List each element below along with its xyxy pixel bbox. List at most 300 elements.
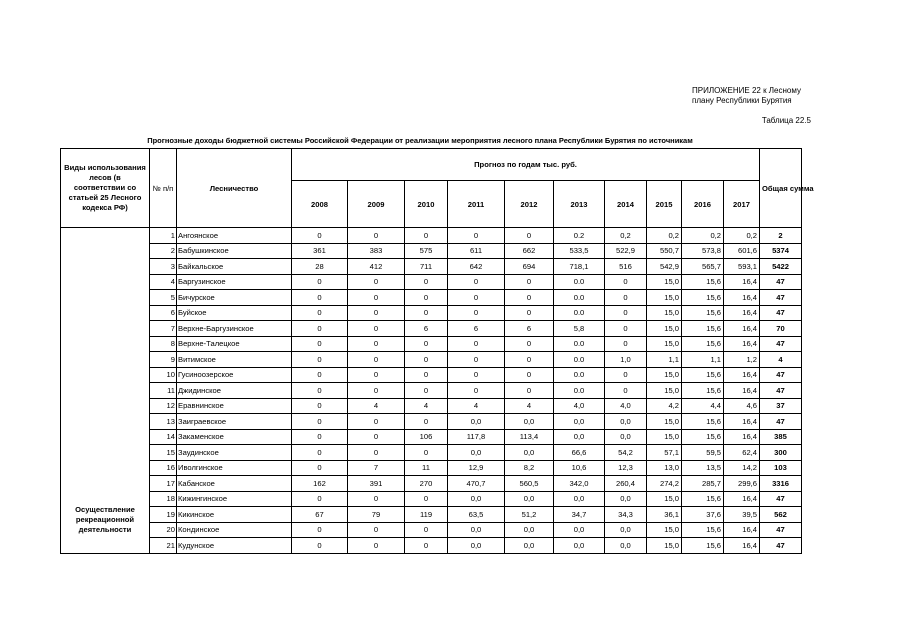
year-value: 16,4: [724, 429, 760, 445]
year-value: 0: [405, 445, 448, 461]
year-value: 15,0: [647, 522, 682, 538]
year-value: 0: [448, 336, 505, 352]
row-number: 21: [150, 538, 177, 554]
year-value: 0.0: [554, 336, 605, 352]
year-value: 4,4: [682, 398, 724, 414]
year-value: 13,0: [647, 460, 682, 476]
year-value: 0,0: [554, 491, 605, 507]
year-header: 2009: [348, 181, 405, 228]
year-value: 260,4: [605, 476, 647, 492]
year-value: 0: [405, 274, 448, 290]
year-value: 57,1: [647, 445, 682, 461]
year-value: 0: [348, 491, 405, 507]
year-value: 0.0: [554, 383, 605, 399]
year-value: 0: [405, 228, 448, 244]
appendix-line-1: ПРИЛОЖЕНИЕ 22 к Лесному: [692, 86, 801, 95]
year-value: 4,2: [647, 398, 682, 414]
year-header: 2015: [647, 181, 682, 228]
year-value: 0,2: [647, 228, 682, 244]
year-value: 0: [405, 491, 448, 507]
header-total: Общая сумма: [760, 149, 802, 228]
forestry-name: Бабушкинское: [177, 243, 292, 259]
forestry-name: Ангоянское: [177, 228, 292, 244]
table-body: [61, 228, 802, 554]
table-row: [61, 228, 802, 244]
year-value: 16,4: [724, 367, 760, 383]
row-total: 47: [760, 414, 802, 430]
year-value: 0: [405, 414, 448, 430]
year-value: 0: [405, 352, 448, 368]
year-value: 67: [292, 507, 348, 523]
year-value: 0.0: [554, 305, 605, 321]
year-value: 0: [348, 445, 405, 461]
forestry-name: Витимское: [177, 352, 292, 368]
year-value: 15,0: [647, 321, 682, 337]
year-value: 0: [405, 336, 448, 352]
forestry-name: Кондинское: [177, 522, 292, 538]
year-value: 16,4: [724, 274, 760, 290]
year-value: 0: [292, 321, 348, 337]
year-value: 0: [505, 305, 554, 321]
year-value: 0,2: [724, 228, 760, 244]
year-value: 0: [292, 429, 348, 445]
year-value: 0,0: [505, 414, 554, 430]
year-value: 15,6: [682, 414, 724, 430]
year-value: 16,4: [724, 522, 760, 538]
appendix-note: [692, 86, 801, 106]
year-value: 16,4: [724, 290, 760, 306]
table-row: [61, 398, 802, 414]
row-total: 5374: [760, 243, 802, 259]
year-value: 0: [292, 352, 348, 368]
year-value: 6: [405, 321, 448, 337]
year-value: 542,9: [647, 259, 682, 275]
row-total: 47: [760, 336, 802, 352]
year-value: 0: [605, 321, 647, 337]
row-number: 8: [150, 336, 177, 352]
year-value: 0,0: [505, 538, 554, 554]
row-total: 385: [760, 429, 802, 445]
year-value: 611: [448, 243, 505, 259]
year-value: 4,6: [724, 398, 760, 414]
year-value: 0,0: [448, 491, 505, 507]
year-value: 15,6: [682, 429, 724, 445]
year-value: 15,0: [647, 383, 682, 399]
year-value: 0: [348, 274, 405, 290]
row-total: 3316: [760, 476, 802, 492]
year-value: 0: [292, 460, 348, 476]
year-value: 0,0: [605, 522, 647, 538]
year-value: 0: [292, 414, 348, 430]
year-value: 0,0: [605, 429, 647, 445]
year-value: 0,0: [554, 538, 605, 554]
table-row: [61, 445, 802, 461]
row-total: 562: [760, 507, 802, 523]
year-value: 59,5: [682, 445, 724, 461]
year-value: 0,0: [554, 414, 605, 430]
year-value: 299,6: [724, 476, 760, 492]
row-number: 18: [150, 491, 177, 507]
header-number: № п/п: [150, 149, 177, 228]
year-value: 4: [348, 398, 405, 414]
year-value: 6: [448, 321, 505, 337]
year-value: 0: [292, 538, 348, 554]
year-value: 15,0: [647, 367, 682, 383]
year-value: 6: [505, 321, 554, 337]
year-value: 0: [505, 274, 554, 290]
table-row: [61, 243, 802, 259]
year-value: 0: [605, 336, 647, 352]
year-value: 1,1: [682, 352, 724, 368]
year-value: 0,0: [448, 414, 505, 430]
table-row: [61, 352, 802, 368]
year-value: 0: [605, 274, 647, 290]
table-row: [61, 476, 802, 492]
year-value: 0: [605, 290, 647, 306]
table-row: [61, 538, 802, 554]
year-value: 0: [292, 398, 348, 414]
year-value: 0.0: [554, 352, 605, 368]
row-total: 4: [760, 352, 802, 368]
year-value: 11: [405, 460, 448, 476]
year-value: 15,6: [682, 274, 724, 290]
year-value: 15,6: [682, 538, 724, 554]
year-value: 0: [605, 383, 647, 399]
table-row: [61, 414, 802, 430]
forestry-name: Баргузинское: [177, 274, 292, 290]
year-value: 15,0: [647, 414, 682, 430]
year-value: 391: [348, 476, 405, 492]
year-value: 51,2: [505, 507, 554, 523]
year-value: 560,5: [505, 476, 554, 492]
year-value: 285,7: [682, 476, 724, 492]
year-value: 0: [348, 367, 405, 383]
year-value: 0: [505, 367, 554, 383]
year-value: 15,0: [647, 274, 682, 290]
forestry-name: Закаменское: [177, 429, 292, 445]
table-row: [61, 460, 802, 476]
year-value: 0: [448, 290, 505, 306]
year-value: 1,0: [605, 352, 647, 368]
row-number: 13: [150, 414, 177, 430]
row-number: 14: [150, 429, 177, 445]
year-value: 15,0: [647, 336, 682, 352]
year-value: 573,8: [682, 243, 724, 259]
year-value: 0: [448, 228, 505, 244]
year-value: 16,4: [724, 491, 760, 507]
year-value: 15,0: [647, 538, 682, 554]
year-value: 0: [348, 383, 405, 399]
year-value: 15,6: [682, 367, 724, 383]
year-value: 601,6: [724, 243, 760, 259]
year-value: 0,0: [448, 445, 505, 461]
year-value: 0: [292, 522, 348, 538]
row-total: 47: [760, 522, 802, 538]
year-value: 522,9: [605, 243, 647, 259]
year-value: 0: [505, 352, 554, 368]
year-value: 0,0: [554, 522, 605, 538]
year-value: 0: [348, 290, 405, 306]
table-row: [61, 383, 802, 399]
table-row: [61, 321, 802, 337]
forestry-name: Кудунское: [177, 538, 292, 554]
forestry-name: Кабанское: [177, 476, 292, 492]
appendix-line-2: плану Республики Бурятия: [692, 96, 792, 105]
year-value: 15,6: [682, 321, 724, 337]
year-value: 0,0: [505, 491, 554, 507]
year-value: 0,0: [505, 445, 554, 461]
year-value: 0: [405, 367, 448, 383]
year-header: 2010: [405, 181, 448, 228]
row-total: 5422: [760, 259, 802, 275]
year-value: 39,5: [724, 507, 760, 523]
table-row: [61, 290, 802, 306]
year-value: 15,6: [682, 290, 724, 306]
year-value: 593,1: [724, 259, 760, 275]
year-value: 4: [448, 398, 505, 414]
year-value: 16,4: [724, 414, 760, 430]
table-row: [61, 259, 802, 275]
forestry-name: Бичурское: [177, 290, 292, 306]
year-value: 533,5: [554, 243, 605, 259]
year-value: 15,6: [682, 491, 724, 507]
year-value: 0.0: [554, 274, 605, 290]
year-value: 15,6: [682, 336, 724, 352]
year-value: 0,0: [605, 491, 647, 507]
year-value: 412: [348, 259, 405, 275]
year-value: 0: [348, 414, 405, 430]
year-value: 718,1: [554, 259, 605, 275]
year-value: 15,0: [647, 290, 682, 306]
year-value: 0: [348, 429, 405, 445]
year-value: 642: [448, 259, 505, 275]
row-number: 11: [150, 383, 177, 399]
year-value: 0: [292, 336, 348, 352]
year-value: 0: [405, 538, 448, 554]
year-value: 34,7: [554, 507, 605, 523]
year-value: 516: [605, 259, 647, 275]
year-value: 0.0: [554, 290, 605, 306]
year-value: 0,0: [448, 522, 505, 538]
year-value: 0: [292, 305, 348, 321]
year-value: 565,7: [682, 259, 724, 275]
year-value: 13,5: [682, 460, 724, 476]
table-row: [61, 522, 802, 538]
year-value: 0: [605, 367, 647, 383]
year-value: 4: [505, 398, 554, 414]
row-number: 20: [150, 522, 177, 538]
year-value: 0.2: [554, 228, 605, 244]
year-value: 0: [348, 305, 405, 321]
year-value: 15,0: [647, 305, 682, 321]
year-value: 0: [505, 228, 554, 244]
row-total: 47: [760, 538, 802, 554]
year-value: 15,0: [647, 491, 682, 507]
row-number: 5: [150, 290, 177, 306]
year-value: 16,4: [724, 383, 760, 399]
row-number: 3: [150, 259, 177, 275]
year-value: 0: [348, 352, 405, 368]
year-value: 0: [292, 290, 348, 306]
year-value: 694: [505, 259, 554, 275]
year-value: 0: [448, 383, 505, 399]
year-value: 0: [292, 445, 348, 461]
year-value: 15,6: [682, 305, 724, 321]
table-row: [61, 274, 802, 290]
row-number: 10: [150, 367, 177, 383]
row-total: 47: [760, 383, 802, 399]
year-value: 12,9: [448, 460, 505, 476]
year-value: 0: [292, 228, 348, 244]
year-value: 12,3: [605, 460, 647, 476]
year-value: 0: [292, 383, 348, 399]
row-number: 6: [150, 305, 177, 321]
year-value: 119: [405, 507, 448, 523]
forestry-name: Верхне-Баргузинское: [177, 321, 292, 337]
year-value: 15,0: [647, 429, 682, 445]
forestry-name: Джидинское: [177, 383, 292, 399]
year-value: 0,2: [682, 228, 724, 244]
row-number: 9: [150, 352, 177, 368]
year-value: 0: [605, 305, 647, 321]
row-total: 47: [760, 491, 802, 507]
row-number: 17: [150, 476, 177, 492]
year-value: 4,0: [554, 398, 605, 414]
row-number: 15: [150, 445, 177, 461]
year-value: 361: [292, 243, 348, 259]
year-header: 2012: [505, 181, 554, 228]
year-value: 54,2: [605, 445, 647, 461]
year-value: 0: [348, 538, 405, 554]
year-value: 16,4: [724, 305, 760, 321]
forestry-name: Иволгинское: [177, 460, 292, 476]
row-number: 12: [150, 398, 177, 414]
table-row: [61, 491, 802, 507]
year-value: 1,1: [647, 352, 682, 368]
year-value: 0.0: [554, 367, 605, 383]
year-value: 0: [448, 305, 505, 321]
table-row: [61, 367, 802, 383]
year-value: 575: [405, 243, 448, 259]
year-header: 2016: [682, 181, 724, 228]
year-value: 0: [505, 336, 554, 352]
year-value: 0: [448, 367, 505, 383]
row-number: 1: [150, 228, 177, 244]
year-value: 4,0: [605, 398, 647, 414]
year-value: 16,4: [724, 538, 760, 554]
year-value: 0: [405, 290, 448, 306]
year-value: 15,6: [682, 383, 724, 399]
table-row: [61, 507, 802, 523]
row-total: 2: [760, 228, 802, 244]
year-value: 113,4: [505, 429, 554, 445]
year-value: 0: [405, 522, 448, 538]
row-number: 2: [150, 243, 177, 259]
year-value: 34,3: [605, 507, 647, 523]
year-header: 2014: [605, 181, 647, 228]
year-value: 0: [292, 491, 348, 507]
table-row: [61, 336, 802, 352]
year-value: 0: [292, 367, 348, 383]
year-value: 106: [405, 429, 448, 445]
forestry-name: Буйское: [177, 305, 292, 321]
year-value: 1,2: [724, 352, 760, 368]
forestry-name: Байкальское: [177, 259, 292, 275]
row-total: 70: [760, 321, 802, 337]
year-value: 470,7: [448, 476, 505, 492]
table-title: Прогнозные доходы бюджетной системы Российской Федерации от реализации мероприятия лесного плана Республики Бурятия по источникам: [147, 136, 693, 145]
usage-kind-cell: Осуществление рекреационной деятельности: [61, 228, 150, 554]
year-value: 0: [348, 336, 405, 352]
year-value: 0,0: [448, 538, 505, 554]
year-value: 0: [448, 352, 505, 368]
year-value: 0: [348, 228, 405, 244]
year-value: 383: [348, 243, 405, 259]
row-total: 47: [760, 367, 802, 383]
year-value: 662: [505, 243, 554, 259]
row-total: 47: [760, 290, 802, 306]
row-total: 47: [760, 305, 802, 321]
year-header: 2017: [724, 181, 760, 228]
row-number: 4: [150, 274, 177, 290]
forestry-name: Кижингинское: [177, 491, 292, 507]
row-number: 16: [150, 460, 177, 476]
year-value: 37,6: [682, 507, 724, 523]
year-value: 66,6: [554, 445, 605, 461]
row-total: 103: [760, 460, 802, 476]
year-value: 162: [292, 476, 348, 492]
year-value: 0: [292, 274, 348, 290]
year-value: 550,7: [647, 243, 682, 259]
year-value: 711: [405, 259, 448, 275]
year-value: 79: [348, 507, 405, 523]
forecast-table: [60, 148, 814, 554]
year-value: 14,2: [724, 460, 760, 476]
year-value: 270: [405, 476, 448, 492]
year-value: 0: [405, 305, 448, 321]
year-value: 16,4: [724, 336, 760, 352]
forestry-name: Верхне-Талецкое: [177, 336, 292, 352]
year-value: 0: [348, 321, 405, 337]
header-kind: Виды использования лесов (в соответствии со статьей 25 Лесного кодекса РФ): [61, 149, 150, 228]
year-value: 0: [405, 383, 448, 399]
year-value: 16,4: [724, 321, 760, 337]
year-value: 274,2: [647, 476, 682, 492]
year-header: 2008: [292, 181, 348, 228]
year-value: 5,8: [554, 321, 605, 337]
year-value: 15,6: [682, 522, 724, 538]
forestry-name: Кикинское: [177, 507, 292, 523]
year-value: 0: [505, 383, 554, 399]
year-value: 36,1: [647, 507, 682, 523]
table-row: [61, 429, 802, 445]
year-value: 0,0: [554, 429, 605, 445]
row-total: 47: [760, 274, 802, 290]
header-forecast: Прогноз по годам тыс. руб.: [292, 149, 760, 181]
year-header: 2011: [448, 181, 505, 228]
year-value: 4: [405, 398, 448, 414]
year-value: 0: [505, 290, 554, 306]
forestry-name: Гусиноозерское: [177, 367, 292, 383]
year-value: 0,0: [605, 414, 647, 430]
row-total: 37: [760, 398, 802, 414]
header-forestry: Лесничество: [177, 149, 292, 228]
year-value: 28: [292, 259, 348, 275]
year-value: 342,0: [554, 476, 605, 492]
forestry-name: Заудинское: [177, 445, 292, 461]
year-value: 117,8: [448, 429, 505, 445]
year-value: 63,5: [448, 507, 505, 523]
